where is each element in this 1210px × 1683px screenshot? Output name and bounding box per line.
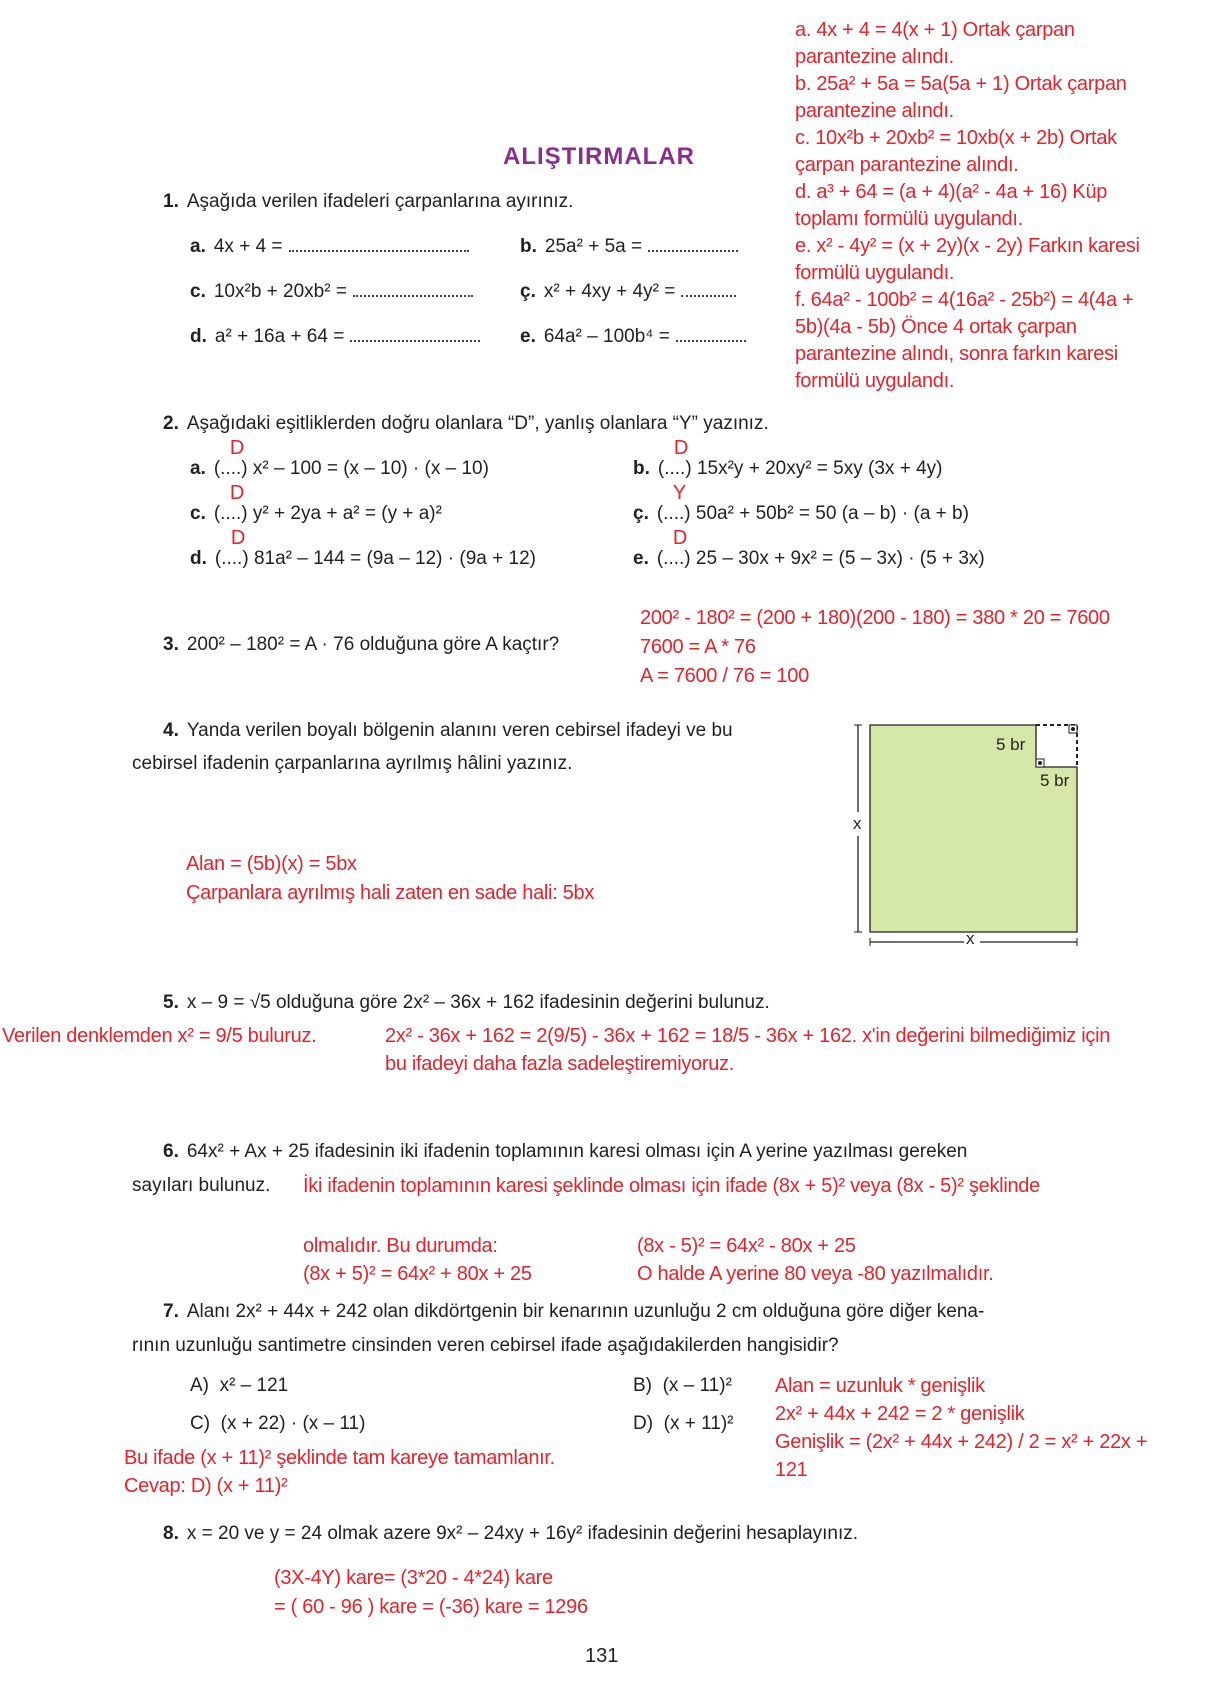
question-text: Aşağıdaki eşitliklerden doğru olanlara “D”, yanlış olanlara “Y” yazınız.	[186, 413, 769, 434]
item-label: c.	[190, 503, 206, 524]
question-text: Aşağıda verilen ifadeleri çarpanlarına ayırınız.	[186, 191, 574, 212]
item-label: d.	[190, 326, 207, 347]
annotation-line: 2x² + 44x + 242 = 2 * genişlik	[775, 1403, 1025, 1425]
annotation-line: parantezine alındı, sonra farkın karesi	[795, 343, 1118, 365]
annotation-line: (3X-4Y) kare= (3*20 - 4*24) kare	[274, 1567, 553, 1589]
q1-item-e	[520, 325, 746, 349]
q2-item-a	[190, 437, 489, 481]
q1-item-a	[190, 235, 469, 259]
question-number: 7.	[163, 1301, 179, 1322]
q6-answer-intro	[303, 1172, 1203, 1200]
annotation-line: İki ifadenin toplamının karesi şeklinde olması için ifade (8x + 5)² veya (8x - 5)² şeklinde	[303, 1175, 1040, 1197]
annotation-line: e. x² - 4y² = (x + 2y)(x - 2y) Farkın karesi	[795, 235, 1140, 257]
figure-drawing	[850, 715, 1090, 950]
annotation-line: d. a³ + 64 = (a + 4)(a² - 4a + 16) Küp	[795, 181, 1108, 203]
item-label: b.	[520, 236, 537, 257]
expression: x² – 100 = (x – 10) · (x – 10)	[252, 458, 489, 479]
question-text: x – 9 = √5 olduğuna göre 2x² – 36x + 162 ifadesinin değerini bulunuz.	[186, 992, 770, 1013]
question-text: x = 20 ve y = 24 olmak azere 9x² – 24xy + 16y² ifadesinin değerini hesaplayınız.	[186, 1523, 859, 1544]
question-number: 5.	[163, 992, 179, 1013]
annotation-line: 2x² - 36x + 162 = 2(9/5) - 36x + 162 = 18/5 - 36x + 162. x'in değerini bilmediğimiz için	[385, 1025, 1111, 1047]
annotation-line: parantezine alındı.	[795, 100, 954, 122]
question-number: 8.	[163, 1523, 179, 1544]
side-label: x	[853, 812, 862, 836]
annotation-line: formülü uygulandı.	[795, 370, 955, 392]
annotation-line: a. 4x + 4 = 4(x + 1) Ortak çarpan	[795, 19, 1075, 41]
question-text-cont: cebirsel ifadenin çarpanlarına ayrılmış hâlini yazınız.	[132, 753, 573, 774]
question-text: Alanı 2x² + 44x + 242 olan dikdörtgenin bir kenarının uzunluğu 2 cm olduğuna göre diğer kena-	[186, 1301, 985, 1322]
q1-item-ç	[520, 280, 736, 304]
q1-item-b	[520, 235, 738, 259]
annotation-line: b. 25a² + 5a = 5a(5a + 1) Ortak çarpan	[795, 73, 1127, 95]
annotation-line: (8x + 5)² = 64x² + 80x + 25	[303, 1263, 532, 1285]
handwritten-answer: D	[230, 527, 246, 549]
expression: 25a² + 5a =	[544, 236, 643, 257]
question-number: 2.	[163, 413, 179, 434]
annotation-line: f. 64a² - 100b² = 4(16a² - 25b²) = 4(4a +	[795, 289, 1134, 311]
answer-blank[interactable]	[676, 326, 746, 342]
question-3	[163, 633, 559, 657]
answer-box[interactable]	[656, 527, 691, 569]
item-label: ç.	[633, 503, 649, 524]
handwritten-answer: Y	[672, 482, 687, 504]
option-c[interactable]	[190, 1412, 365, 1436]
item-label: c.	[190, 281, 206, 302]
annotation-line: formülü uygulandı.	[795, 262, 955, 284]
question-number: 3.	[163, 634, 179, 655]
cut-label: 5 br	[1040, 771, 1070, 790]
expression: x² + 4xy + 4y² =	[543, 281, 676, 302]
question-text-cont: sayıları bulunuz.	[132, 1175, 271, 1196]
answer-box[interactable]	[657, 437, 692, 479]
expression: 10x²b + 20xb² =	[213, 281, 347, 302]
q2-item-ç	[633, 482, 969, 526]
annotation-line: Cevap: D) (x + 11)²	[124, 1475, 288, 1497]
annotation-line: (8x - 5)² = 64x² - 80x + 25	[637, 1235, 856, 1257]
expression: 25 – 30x + 9x² = (5 – 3x) · (5 + 3x)	[695, 548, 985, 569]
annotation-line: Bu ifade (x + 11)² şeklinde tam kareye tamamlanır.	[124, 1447, 555, 1469]
annotation-line: çarpan parantezine alındı.	[795, 154, 1019, 176]
option-text: (x + 11)²	[663, 1413, 734, 1434]
answer-paren: (....)	[214, 548, 249, 569]
answer-box[interactable]	[656, 482, 691, 524]
handwritten-answer: D	[672, 527, 688, 549]
annotation-line: 121	[775, 1459, 808, 1481]
question-number: 6.	[163, 1141, 179, 1162]
option-label: C)	[190, 1413, 211, 1434]
q5-answer	[385, 1022, 1200, 1078]
option-label: B)	[633, 1375, 652, 1396]
option-label: D)	[633, 1413, 654, 1434]
page-title: ALIŞTIRMALAR	[503, 143, 695, 170]
item-label: d.	[190, 548, 207, 569]
answer-box[interactable]	[213, 437, 248, 479]
q1-item-c	[190, 280, 473, 304]
option-text: (x – 11)²	[662, 1375, 732, 1396]
expression: y² + 2ya + a² = (y + a)²	[252, 503, 442, 524]
annotation-line: Alan = (5b)(x) = 5bx	[186, 853, 357, 875]
annotation-line: O halde A yerine 80 veya -80 yazılmalıdır.	[637, 1263, 994, 1285]
q2-item-c	[190, 482, 442, 526]
option-text: x² – 121	[219, 1375, 289, 1396]
annotation-line: 5b)(4a - 5b) Önce 4 ortak çarpan	[795, 316, 1077, 338]
item-label: ç.	[520, 281, 536, 302]
q1-item-d	[190, 325, 480, 349]
handwritten-answer: D	[229, 482, 245, 504]
question-8	[163, 1522, 858, 1546]
expression: a² + 16a + 64 =	[214, 326, 345, 347]
item-label: a.	[190, 236, 206, 257]
annotation-line: 7600 = A * 76	[640, 636, 756, 658]
question-5	[163, 991, 770, 1015]
answer-blank[interactable]	[289, 236, 469, 252]
annotation-line: olmalıdır. Bu durumda:	[303, 1235, 498, 1257]
annotation-line: = ( 60 - 96 ) kare = (-36) kare = 1296	[274, 1596, 588, 1618]
q7-answer-right	[775, 1372, 1200, 1484]
question-number: 1.	[163, 191, 179, 212]
question-text: 64x² + Ax + 25 ifadesinin iki ifadenin toplamının karesi olması için A yerine yazılması gereken	[186, 1141, 968, 1162]
question-number: 4.	[163, 720, 179, 741]
annotation-line: Çarpanlara ayrılmış hali zaten en sade hali: 5bx	[186, 882, 595, 904]
option-d[interactable]	[633, 1412, 733, 1436]
item-label: b.	[633, 458, 650, 479]
answer-blank[interactable]	[681, 281, 736, 297]
answer-paren: (....)	[657, 458, 692, 479]
question-4	[163, 719, 733, 743]
question-1	[163, 190, 573, 214]
q5-answer-left	[2, 1022, 372, 1050]
handwritten-answer: D	[673, 437, 689, 459]
item-label: e.	[520, 326, 536, 347]
annotation-line: A = 7600 / 76 = 100	[640, 665, 809, 687]
question-text: 200² – 180² = A · 76 olduğuna göre A kaçtır?	[186, 634, 560, 655]
answer-blank[interactable]	[350, 326, 480, 342]
handwritten-answer: D	[229, 437, 245, 459]
option-a[interactable]	[190, 1374, 288, 1398]
bottom-label: x	[966, 929, 975, 948]
answer-blank[interactable]	[353, 281, 473, 297]
expression: 15x²y + 20xy² = 5xy (3x + 4y)	[696, 458, 943, 479]
q2-item-d	[190, 527, 536, 571]
annotation-line: Verilen denklemden x² = 9/5 buluruz.	[2, 1025, 317, 1047]
answer-paren: (....)	[213, 503, 248, 524]
question-2	[163, 412, 769, 436]
annotation-line: parantezine alındı.	[795, 46, 954, 68]
expression: 4x + 4 =	[213, 236, 283, 257]
annotation-line: c. 10x²b + 20xb² = 10xb(x + 2b) Ortak	[795, 127, 1117, 149]
option-b[interactable]	[633, 1374, 732, 1398]
expression: 64a² – 100b⁴ =	[543, 326, 670, 347]
annotation-line: bu ifadeyi daha fazla sadeleştiremiyoruz.	[385, 1053, 735, 1075]
answer-paren: (....)	[656, 548, 691, 569]
question-6	[163, 1140, 967, 1164]
annotation-line: Genişlik = (2x² + 44x + 242) / 2 = x² + 22x +	[775, 1431, 1148, 1453]
page-number: 131	[585, 1645, 619, 1667]
item-label: e.	[633, 548, 649, 569]
question-text: Yanda verilen boyalı bölgenin alanını veren cebirsel ifadeyi ve bu	[186, 720, 733, 741]
annotation-line: toplamı formülü uygulandı.	[795, 208, 1023, 230]
annotation-line: Alan = uzunluk * genişlik	[775, 1375, 985, 1397]
question-7	[163, 1300, 984, 1324]
cut-label: 5 br	[996, 735, 1026, 754]
answer-paren: (....)	[656, 503, 691, 524]
answer-blank[interactable]	[648, 236, 738, 252]
item-label: a.	[190, 458, 206, 479]
answer-paren: (....)	[213, 458, 248, 479]
expression: 81a² – 144 = (9a – 12) · (9a + 12)	[253, 548, 536, 569]
q2-item-b	[633, 437, 943, 481]
annotation-line: 200² - 180² = (200 + 180)(200 - 180) = 380 * 20 = 7600	[640, 607, 1110, 629]
answer-box[interactable]	[214, 527, 249, 569]
answer-box[interactable]	[213, 482, 248, 524]
expression: 50a² + 50b² = 50 (a – b) · (a + b)	[695, 503, 969, 524]
q2-item-e	[633, 527, 985, 571]
option-text: (x + 22) · (x – 11)	[220, 1413, 366, 1434]
question-text-cont: rının uzunluğu santimetre cinsinden veren cebirsel ifade aşağıdakilerden hangisidir?	[132, 1335, 839, 1356]
option-label: A)	[190, 1375, 209, 1396]
